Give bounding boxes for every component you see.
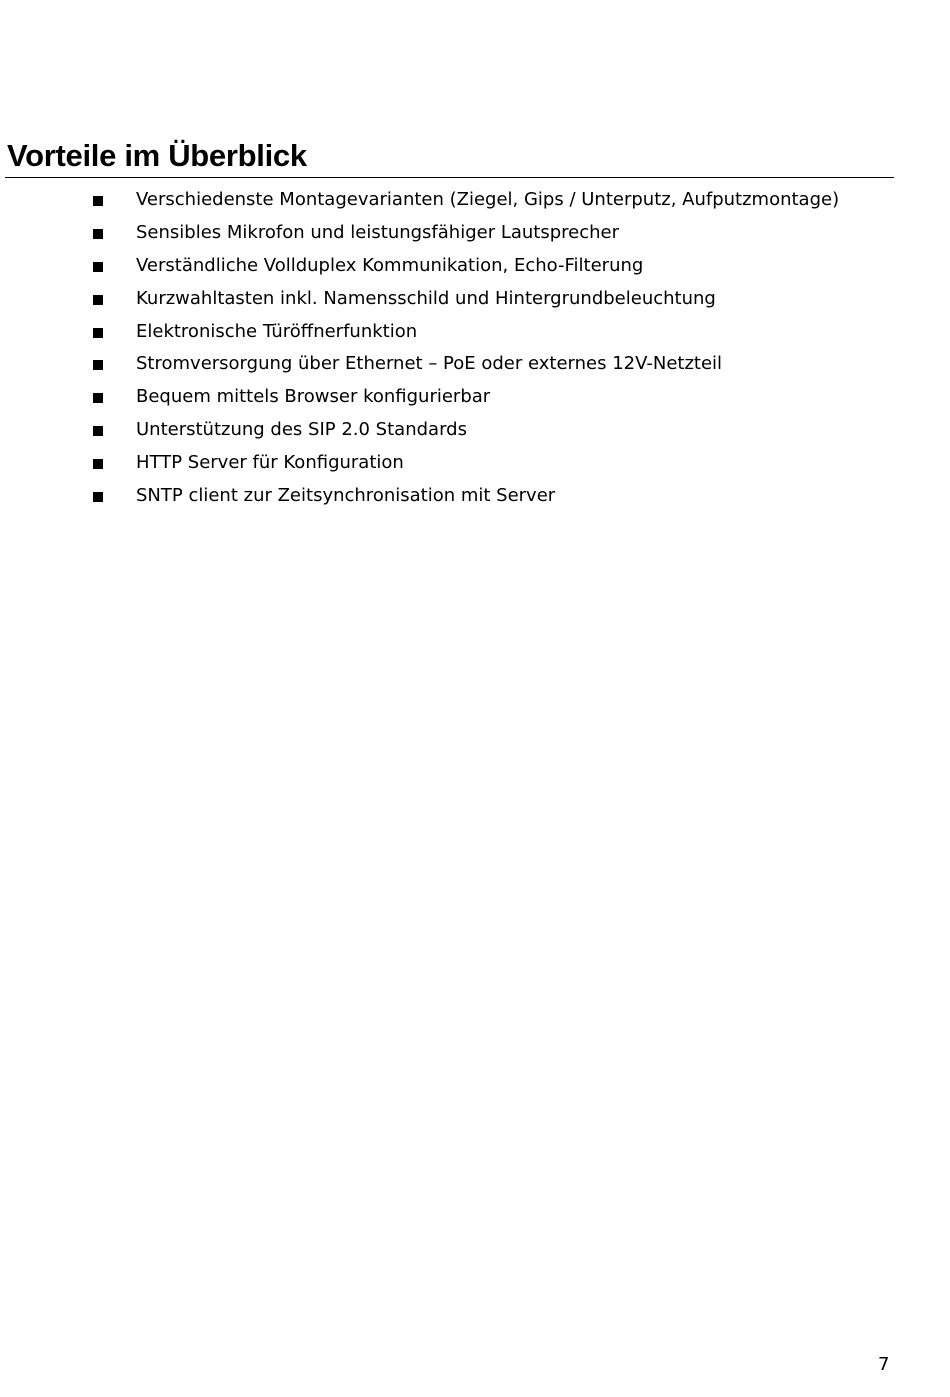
list-item — [0, 316, 950, 349]
list-item — [0, 250, 950, 283]
list-item — [0, 283, 950, 316]
list-item — [0, 447, 950, 480]
list-item — [0, 348, 950, 381]
square-bullet-icon — [93, 393, 103, 403]
square-bullet-icon — [93, 360, 103, 370]
list-item — [0, 381, 950, 414]
section-heading: Vorteile im Überblick — [7, 138, 307, 173]
feature-list — [0, 184, 950, 513]
list-item-text: Elektronische Türöffnerfunktion — [136, 320, 418, 342]
list-item — [0, 480, 950, 513]
square-bullet-icon — [93, 328, 103, 338]
square-bullet-icon — [93, 459, 103, 469]
list-item-text: Verschiedenste Montagevarianten (Ziegel, Gips / Unterputz, Aufputzmontage) — [136, 189, 840, 210]
list-item — [0, 414, 950, 447]
square-bullet-icon — [93, 426, 103, 436]
list-item — [0, 217, 950, 250]
page-number: 7 — [878, 1354, 890, 1375]
list-item-text: Verständliche Vollduplex Kommunikation, Echo-Filterung — [136, 254, 644, 276]
square-bullet-icon — [93, 295, 103, 305]
square-bullet-icon — [93, 196, 103, 206]
list-item-text: Unterstützung des SIP 2.0 Standards — [136, 419, 467, 441]
list-item-text: Bequem mittels Browser konfigurierbar — [136, 386, 491, 408]
list-item-text: Stromversorgung über Ethernet – PoE oder externes 12V-Netzteil — [136, 353, 723, 375]
list-item-text: Sensibles Mikrofon und leistungsfähiger Lautsprecher — [136, 221, 620, 243]
list-item-text: HTTP Server für Konfiguration — [136, 452, 404, 474]
list-item — [0, 184, 950, 217]
square-bullet-icon — [93, 229, 103, 239]
list-item-text: SNTP client zur Zeitsynchronisation mit Server — [136, 485, 556, 507]
square-bullet-icon — [93, 492, 103, 502]
heading-underline — [5, 177, 894, 178]
square-bullet-icon — [93, 262, 103, 272]
list-item-text: Kurzwahltasten inkl. Namensschild und Hintergrundbeleuchtung — [136, 287, 716, 309]
